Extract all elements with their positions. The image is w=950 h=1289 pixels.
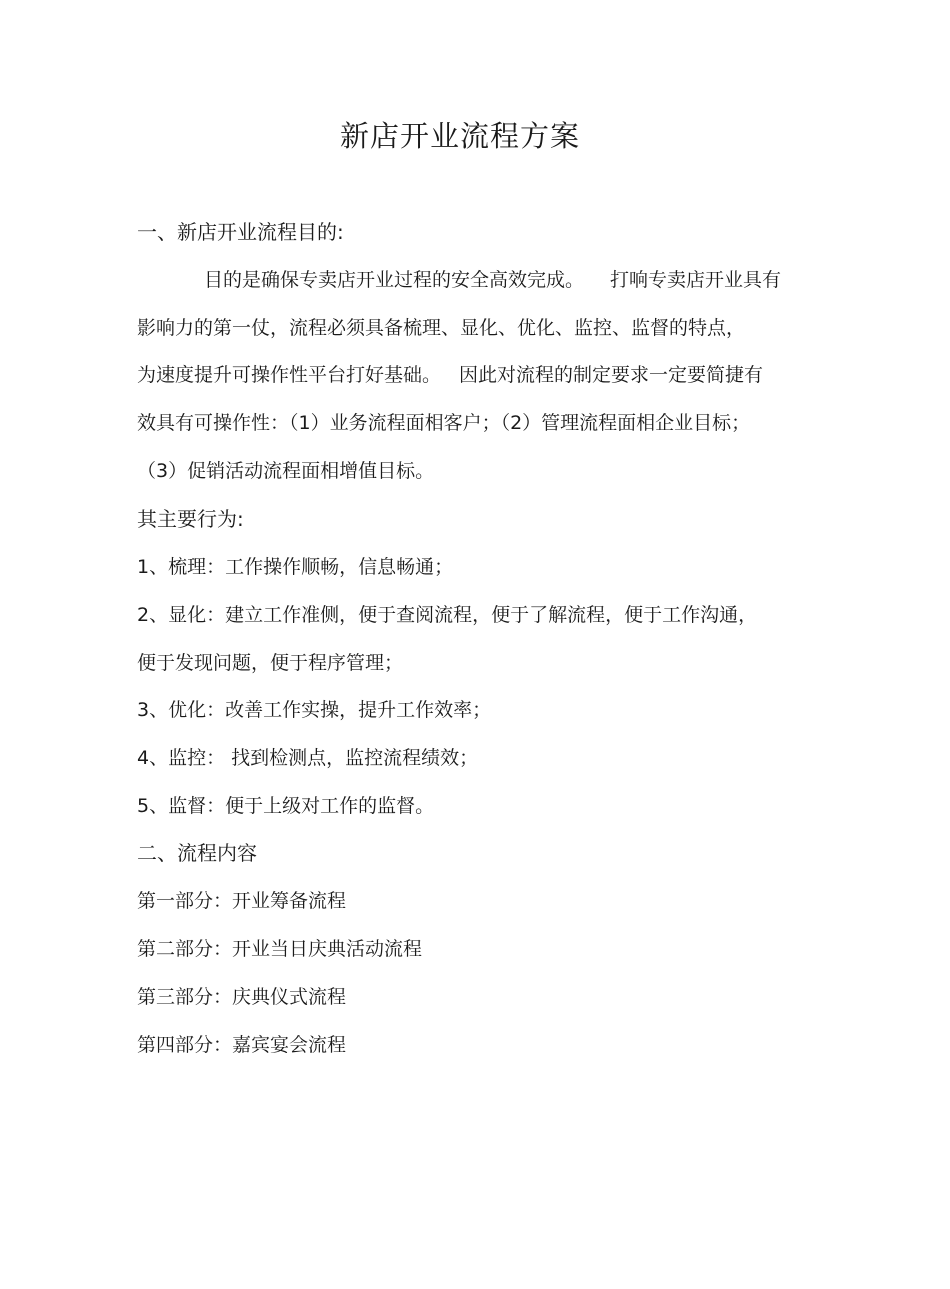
section1-heading: 一、新店开业流程目的: — [137, 220, 344, 244]
list-item: 4、监控： 找到检测点，监控流程绩效； — [137, 747, 479, 769]
behaviors-heading: 其主要行为: — [137, 507, 244, 531]
paragraph-line-3 — [137, 361, 763, 389]
list-item: 1、梳理：工作操作顺畅，信息畅通； — [137, 556, 454, 578]
section2-heading: 二、流程内容 — [137, 841, 257, 865]
paragraph-line-3a: 为速度提升可操作性平台打好基础。 — [137, 364, 442, 386]
list-item: 第二部分：开业当日庆典活动流程 — [137, 938, 423, 960]
list-item: 便于发现问题，便于程序管理； — [137, 652, 404, 674]
paragraph-line-1 — [204, 266, 781, 294]
page-title: 新店开业流程方案 — [339, 119, 580, 153]
list-item: 5、监督：便于上级对工作的监督。 — [137, 795, 435, 817]
list-item: 第一部分：开业筹备流程 — [137, 890, 347, 912]
paragraph-line-1b: 打响专卖店开业具有 — [610, 269, 782, 291]
paragraph-line-5: （3）促销活动流程面相增值目标。 — [137, 460, 435, 482]
paragraph-line-3b: 因此对流程的制定要求一定要简捷有 — [459, 364, 764, 386]
list-item: 第四部分：嘉宾宴会流程 — [137, 1034, 347, 1056]
paragraph-line-4: 效具有可操作性：（1）业务流程面相客户；（2）管理流程面相企业目标； — [137, 412, 751, 434]
paragraph-line-2: 影响力的第一仗，流程必须具备梳理、显化、优化、监控、监督的特点， — [137, 317, 746, 339]
paragraph-line-1a: 目的是确保专卖店开业过程的安全高效完成。 — [204, 269, 585, 291]
list-item: 第三部分：庆典仪式流程 — [137, 986, 347, 1008]
list-item: 2、显化：建立工作准侧，便于查阅流程，便于了解流程，便于工作沟通， — [137, 604, 758, 626]
list-item: 3、优化：改善工作实操，提升工作效率； — [137, 699, 492, 721]
